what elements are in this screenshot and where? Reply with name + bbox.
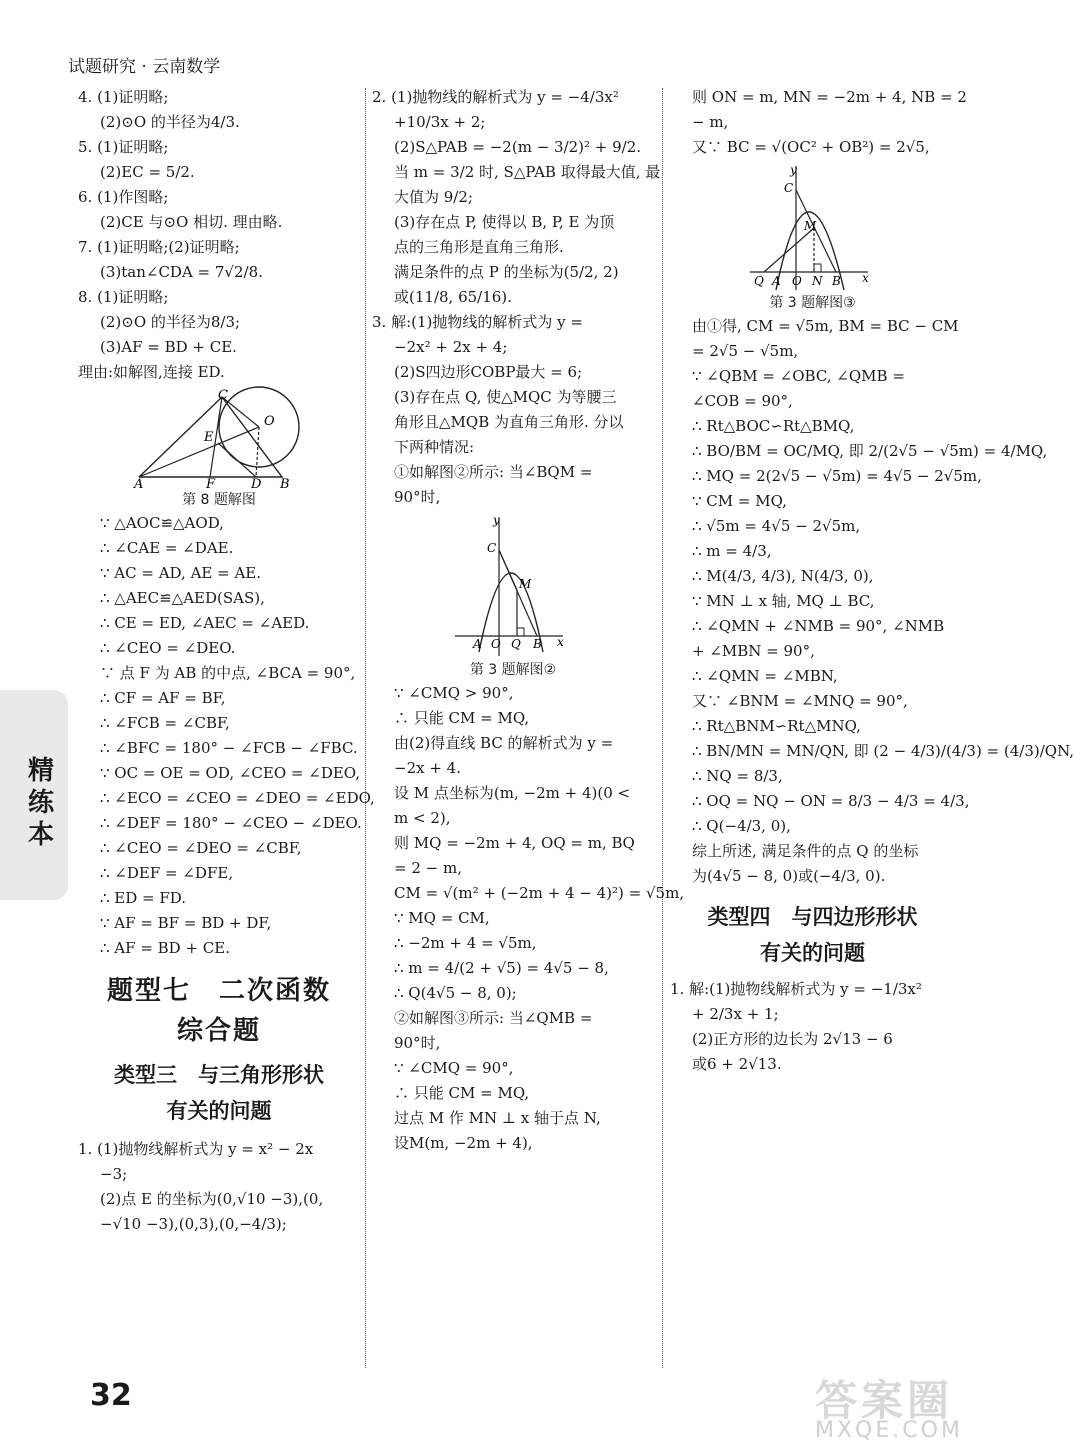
text-line: ∴ m = 4/(2 + √5) = 4√5 − 8, bbox=[394, 959, 609, 977]
text-line: ∴ m = 4/3, bbox=[692, 542, 772, 560]
text-line: 由(2)得直线 BC 的解析式为 y = bbox=[394, 734, 614, 752]
text-line: 理由:如解图,连接 ED. bbox=[78, 363, 225, 381]
text-line: ∵ ∠CMQ = 90°, bbox=[394, 1059, 514, 1077]
label-x: x bbox=[861, 271, 869, 285]
text-line: (2)点 E 的坐标为(0,√10 −3),(0, bbox=[100, 1190, 324, 1208]
col3-solution bbox=[670, 314, 1074, 889]
text-line: (2)正方形的边长为 2√13 − 6 bbox=[692, 1030, 893, 1048]
text-line: + 2/3x + 1; bbox=[692, 1005, 779, 1023]
figure-3-3-diagram bbox=[748, 164, 878, 292]
text-line: 90°时, bbox=[394, 488, 441, 506]
segment-ao bbox=[139, 427, 259, 477]
right-angle-mark bbox=[814, 264, 821, 272]
text-line: ∴ ∠CEO = ∠DEO = ∠CBF, bbox=[100, 839, 302, 857]
text-line: (3)存在点 P, 使得以 B, P, E 为顶 bbox=[394, 213, 615, 231]
text-line: m < 2), bbox=[394, 809, 451, 827]
text-line: 设 M 点坐标为(m, −2m + 4)(0 < bbox=[394, 784, 631, 802]
segment-ed bbox=[218, 443, 256, 477]
text-line: ∴ ∠DEF = ∠DFE, bbox=[100, 864, 234, 882]
text-line: ∵ AF = BF = BD + DF, bbox=[100, 914, 272, 932]
section-heading-cont: 综合题 bbox=[176, 1016, 261, 1046]
watermark-logo: 答案圈 bbox=[815, 1376, 954, 1425]
text-line: ∵ ∠QBM = ∠OBC, ∠QMB = bbox=[692, 367, 905, 385]
text-line: ∴ ∠FCB = ∠CBF, bbox=[100, 714, 230, 732]
text-line: ∴ Rt△BOC∽Rt△BMQ, bbox=[692, 417, 855, 435]
label-y: y bbox=[493, 513, 500, 527]
label-c: C bbox=[783, 181, 793, 195]
text-line: ∵ 点 F 为 AB 的中点, ∠BCA = 90°, bbox=[100, 664, 356, 682]
text-line: ∴ M(4/3, 4/3), N(4/3, 0), bbox=[692, 567, 874, 585]
figure-3-3-caption: 第 3 题解图③ bbox=[769, 295, 856, 311]
text-line: + ∠MBN = 90°, bbox=[692, 642, 815, 660]
text-line: ∴ Q(4√5 − 8, 0); bbox=[394, 984, 517, 1002]
text-line: ∵ △AOC≌△AOD, bbox=[100, 514, 224, 532]
text-line: ∴ Rt△BNM∽Rt△MNQ, bbox=[692, 717, 861, 735]
text-line: ∴ −2m + 4 = √5m, bbox=[394, 934, 537, 952]
text-line: (2)⊙O 的半径为8/3; bbox=[100, 313, 241, 331]
text-line: 为(4√5 − 8, 0)或(−4/3, 0). bbox=[692, 867, 886, 885]
text-line: ∴ ∠CEO = ∠DEO. bbox=[100, 639, 236, 657]
text-line: (2)S△PAB = −2(m − 3/2)² + 9/2. bbox=[394, 138, 642, 156]
col1-proof bbox=[78, 511, 375, 961]
text-line: 1. 解:(1)抛物线解析式为 y = −1/3x² bbox=[670, 980, 922, 998]
text-line: 大值为 9/2; bbox=[394, 188, 473, 206]
watermark-url: MXQE.COM bbox=[815, 1418, 963, 1443]
text-line: ∴ ∠BFC = 180° − ∠FCB − ∠FBC. bbox=[100, 739, 358, 757]
text-line: 过点 M 作 MN ⊥ x 轴于点 N, bbox=[394, 1109, 601, 1127]
text-line: ∴ NQ = 8/3, bbox=[692, 767, 783, 785]
text-line: ∴ BO/BM = OC/MQ, 即 2/(2√5 − √5m) = 4/MQ, bbox=[692, 442, 1048, 460]
label-m: M bbox=[519, 577, 532, 591]
label-b: B bbox=[831, 274, 841, 288]
text-line: (2)⊙O 的半径为4/3. bbox=[100, 113, 240, 131]
text-line: 6. (1)作图略; bbox=[78, 188, 169, 206]
section-heading: 题型七 二次函数 bbox=[106, 976, 331, 1006]
text-line: 下两种情况: bbox=[394, 438, 475, 456]
text-line: (2)EC = 5/2. bbox=[100, 163, 195, 181]
text-line: 满足条件的点 P 的坐标为(5/2, 2) bbox=[394, 263, 619, 281]
text-line: 角形且△MQB 为直角三角形. 分以 bbox=[394, 413, 624, 431]
label-q: Q bbox=[753, 274, 764, 288]
text-line: ∵ AC = AD, AE = AE. bbox=[100, 564, 262, 582]
text-line: ∴ ED = FD. bbox=[100, 889, 187, 907]
text-line: (2)S四边形COBP最大 = 6; bbox=[394, 363, 583, 381]
text-line: −2x² + 2x + 4; bbox=[394, 338, 508, 356]
text-line: 点的三角形是直角三角形. bbox=[394, 238, 564, 256]
col3-type4-answers bbox=[670, 977, 955, 1077]
label-e: E bbox=[204, 430, 214, 445]
text-line: ∵ ∠CMQ > 90°, bbox=[394, 684, 514, 702]
col3-lines bbox=[670, 85, 967, 160]
text-line: ∴ AF = BD + CE. bbox=[100, 939, 231, 957]
label-f: F bbox=[206, 477, 216, 492]
column-1 bbox=[78, 85, 375, 1237]
label-x: x bbox=[557, 635, 564, 649]
text-line: ∴ ∠QMN = ∠MBN, bbox=[692, 667, 838, 685]
label-a: A bbox=[134, 477, 144, 492]
label-q: Q bbox=[511, 637, 521, 651]
text-line: 或(11/8, 65/16). bbox=[394, 288, 512, 306]
text-line: ∵ MN ⊥ x 轴, MQ ⊥ BC, bbox=[692, 592, 875, 610]
segment-cm bbox=[499, 550, 517, 590]
column-divider-1 bbox=[365, 88, 366, 1368]
subsection-heading-type4-cont: 有关的问题 bbox=[760, 941, 865, 965]
figure-3-2-diagram bbox=[453, 514, 573, 659]
text-line: −2x + 4. bbox=[394, 759, 461, 777]
text-line: 当 m = 3/2 时, S△PAB 取得最大值, 最 bbox=[394, 163, 661, 181]
side-tab-label: 精练本 bbox=[28, 756, 55, 850]
text-line: ∴ ∠CAE = ∠DAE. bbox=[100, 539, 234, 557]
text-line: ∴ CF = AF = BF, bbox=[100, 689, 226, 707]
text-line: 综上所述, 满足条件的点 Q 的坐标 bbox=[692, 842, 919, 860]
text-line: ∵ MQ = CM, bbox=[394, 909, 490, 927]
text-line: ∠COB = 90°, bbox=[692, 392, 793, 410]
text-line: ∴ 只能 CM = MQ, bbox=[394, 709, 530, 727]
text-line: = 2√5 − √5m, bbox=[692, 342, 799, 360]
label-n: N bbox=[811, 274, 822, 288]
right-angle-mark bbox=[517, 628, 524, 636]
text-line: (3)tan∠CDA = 7√2/8. bbox=[100, 263, 263, 281]
text-line: ①如解图②所示: 当∠BQM = bbox=[394, 463, 593, 481]
text-line: 5. (1)证明略; bbox=[78, 138, 169, 156]
label-a: A bbox=[771, 274, 781, 288]
label-d: D bbox=[251, 477, 262, 492]
text-line: +10/3x + 2; bbox=[394, 113, 486, 131]
column-divider-2 bbox=[662, 88, 663, 1368]
text-line: −3; bbox=[100, 1165, 128, 1183]
subsection-heading-cont: 有关的问题 bbox=[166, 1099, 272, 1123]
text-line: ∴ △AEC≌△AED(SAS), bbox=[100, 589, 265, 607]
text-line: ②如解图③所示: 当∠QMB = bbox=[394, 1009, 593, 1027]
label-o: O bbox=[491, 637, 501, 651]
text-line: ∴ ∠ECO = ∠CEO = ∠DEO = ∠EDO, bbox=[100, 789, 375, 807]
figure-8-caption: 第 8 题解图 bbox=[182, 492, 256, 508]
text-line: 1. (1)抛物线解析式为 y = x² − 2x bbox=[78, 1140, 314, 1158]
label-c: C bbox=[487, 541, 497, 555]
subsection-heading: 类型三 与三角形形状 bbox=[114, 1063, 324, 1087]
col1-answers bbox=[78, 85, 360, 385]
segment-od bbox=[256, 427, 259, 477]
text-line: ∴ OQ = NQ − ON = 8/3 − 4/3 = 4/3, bbox=[692, 792, 970, 810]
figure-8-diagram bbox=[134, 388, 304, 492]
text-line: ∴ √5m = 4√5 − 2√5m, bbox=[692, 517, 861, 535]
text-line: 设M(m, −2m + 4), bbox=[394, 1134, 533, 1152]
text-line: −√10 −3),(0,3),(0,−4/3); bbox=[100, 1215, 287, 1233]
text-line: 则 ON = m, MN = −2m + 4, NB = 2 bbox=[692, 88, 967, 106]
text-line: ∴ Q(−4/3, 0), bbox=[692, 817, 791, 835]
label-o: O bbox=[791, 274, 802, 288]
text-line: (2)CE 与⊙O 相切. 理由略. bbox=[100, 213, 283, 231]
text-line: 由①得, CM = √5m, BM = BC − CM bbox=[692, 317, 959, 335]
text-line: 则 MQ = −2m + 4, OQ = m, BQ bbox=[394, 834, 635, 852]
text-line: CM = √(m² + (−2m + 4 − 4)²) = √5m, bbox=[394, 884, 685, 902]
text-line: ∵ OC = OE = OD, ∠CEO = ∠DEO, bbox=[100, 764, 360, 782]
col2-answers bbox=[372, 85, 661, 510]
text-line: 4. (1)证明略; bbox=[78, 88, 169, 106]
label-m: M bbox=[803, 219, 816, 233]
text-line: 又∵ ∠BNM = ∠MNQ = 90°, bbox=[692, 692, 908, 710]
text-line: 8. (1)证明略; bbox=[78, 288, 169, 306]
text-line: (3)AF = BD + CE. bbox=[100, 338, 237, 356]
subsection-heading-type4: 类型四 与四边形形状 bbox=[707, 905, 918, 929]
text-line: ∴ MQ = 2(2√5 − √5m) = 4√5 − 2√5m, bbox=[692, 467, 982, 485]
text-line: ∴ CE = ED, ∠AEC = ∠AED. bbox=[100, 614, 310, 632]
text-line: ∴ ∠DEF = 180° − ∠CEO − ∠DEO. bbox=[100, 814, 362, 832]
label-b: B bbox=[280, 477, 290, 492]
text-line: 3. 解:(1)抛物线的解析式为 y = bbox=[372, 313, 583, 331]
col1-type3-answers bbox=[78, 1137, 360, 1237]
figure-3-2-caption: 第 3 题解图② bbox=[469, 662, 557, 678]
label-o: O bbox=[264, 414, 275, 429]
text-line: (3)存在点 Q, 使△MQC 为等腰三 bbox=[394, 388, 617, 406]
text-line: 2. (1)抛物线的解析式为 y = −4/3x² bbox=[372, 88, 619, 106]
text-line: ∴ 只能 CM = MQ, bbox=[394, 1084, 530, 1102]
label-y: y bbox=[789, 163, 797, 177]
text-line: − m, bbox=[692, 113, 729, 131]
text-line: ∴ ∠QMN + ∠NMB = 90°, ∠NMB bbox=[692, 617, 945, 635]
segment-qm bbox=[764, 228, 814, 272]
text-line: 或6 + 2√13. bbox=[692, 1055, 782, 1073]
text-line: ∴ BN/MN = MN/QN, 即 (2 − 4/3)/(4/3) = (4/3)/QN, bbox=[692, 742, 1074, 760]
label-b: B bbox=[533, 637, 542, 651]
column-2 bbox=[372, 85, 685, 1156]
label-a: A bbox=[473, 637, 482, 651]
label-c: C bbox=[218, 388, 228, 403]
column-3 bbox=[670, 85, 1074, 1077]
page-number: 32 bbox=[90, 1378, 132, 1413]
text-line: = 2 − m, bbox=[394, 859, 462, 877]
running-header: 试题研究 · 云南数学 bbox=[68, 57, 221, 77]
text-line: 90°时, bbox=[394, 1034, 441, 1052]
text-line: ∵ CM = MQ, bbox=[692, 492, 787, 510]
col2-solution bbox=[372, 681, 685, 1156]
text-line: 7. (1)证明略;(2)证明略; bbox=[78, 238, 240, 256]
text-line: 又∵ BC = √(OC² + OB²) = 2√5, bbox=[692, 138, 930, 156]
